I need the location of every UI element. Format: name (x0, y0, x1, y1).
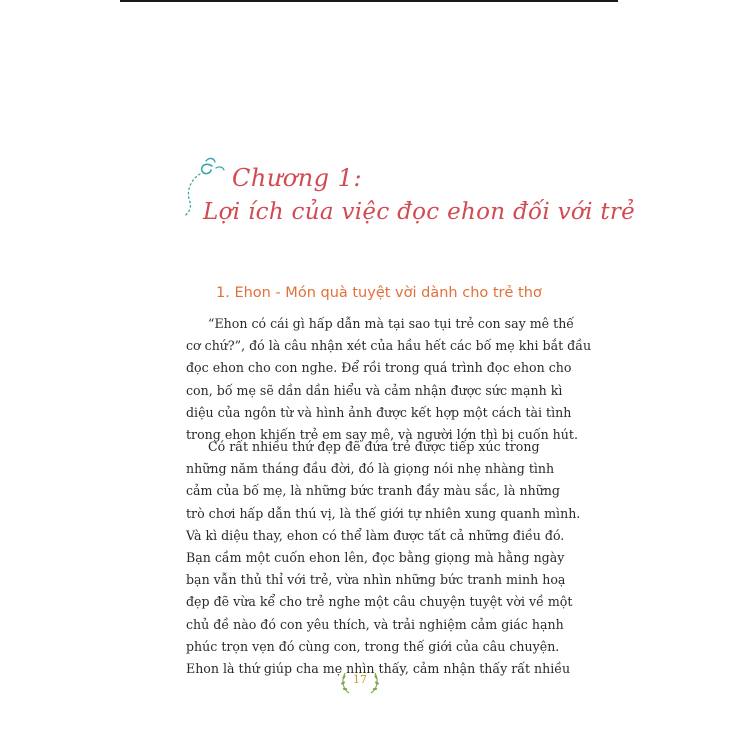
paragraph-line: con, bố mẹ sẽ dần dần hiểu và cảm nhận được sức mạnh kì (186, 382, 563, 398)
page-number: 17 (353, 673, 367, 686)
paragraph-line: những năm tháng đầu đời, đó là giọng nói nhẹ nhàng tình (186, 461, 555, 477)
paragraph-line: Bạn cầm một cuốn ehon lên, đọc bằng giọng mà hằng ngày (186, 550, 565, 566)
section-heading: 1. Ehon - Món quà tuyệt vời dành cho trẻ thơ (216, 285, 542, 301)
body-paragraph (186, 313, 592, 446)
paragraph-line: diệu của ngôn từ và hình ảnh được kết hợp một cách tài tình (186, 404, 572, 420)
paragraph-line: “Ehon có cái gì hấp dẫn mà tại sao tụi trẻ con say mê thế (208, 316, 575, 331)
paragraph-line: đọc ehon cho con nghe. Để rồi trong quá trình đọc ehon cho (186, 360, 572, 376)
paragraph-line: trong ehon khiến trẻ em say mê, và người lớn thì bị cuốn hút. (186, 427, 578, 443)
body-paragraph (186, 436, 581, 680)
paragraph-line: cơ chứ?”, đó là câu nhận xét của hầu hết các bố mẹ khi bắt đầu (186, 338, 592, 354)
paragraph-line: chủ đề nào đó con yêu thích, và trải nghiệm cảm giác hạnh (186, 616, 564, 632)
paragraph-line: Và kì diệu thay, ehon có thể làm được tất cả những điều đó. (186, 527, 565, 543)
paragraph-line: Ehon là thứ giúp cha mẹ nhìn thấy, cảm nhận thấy rất nhiều (186, 661, 571, 677)
page-footer (335, 667, 385, 697)
top-rule-divider (120, 0, 618, 2)
chapter-number: Chương 1: (232, 164, 363, 192)
paragraph-line: trò chơi hấp dẫn thú vị, là thế giới tự nhiên xung quanh mình. (186, 505, 581, 521)
paragraph-line: bạn vẫn thủ thỉ với trẻ, vừa nhìn những bức tranh minh hoạ (186, 572, 566, 588)
paragraph-line: đẹp đẽ vừa kể cho trẻ nghe một câu chuyện tuyệt vời về một (186, 594, 573, 610)
paragraph-line: cảm của bố mẹ, là những bức tranh đầy màu sắc, là những (186, 483, 560, 499)
paragraph-line: Có rất nhiều thứ đẹp đẽ đứa trẻ được tiếp xúc trong (208, 439, 540, 454)
chapter-title: Lợi ích của việc đọc ehon đối với trẻ (203, 199, 636, 225)
paragraph-line: phúc trọn vẹn đó cùng con, trong thế giới của câu chuyện. (186, 638, 560, 654)
